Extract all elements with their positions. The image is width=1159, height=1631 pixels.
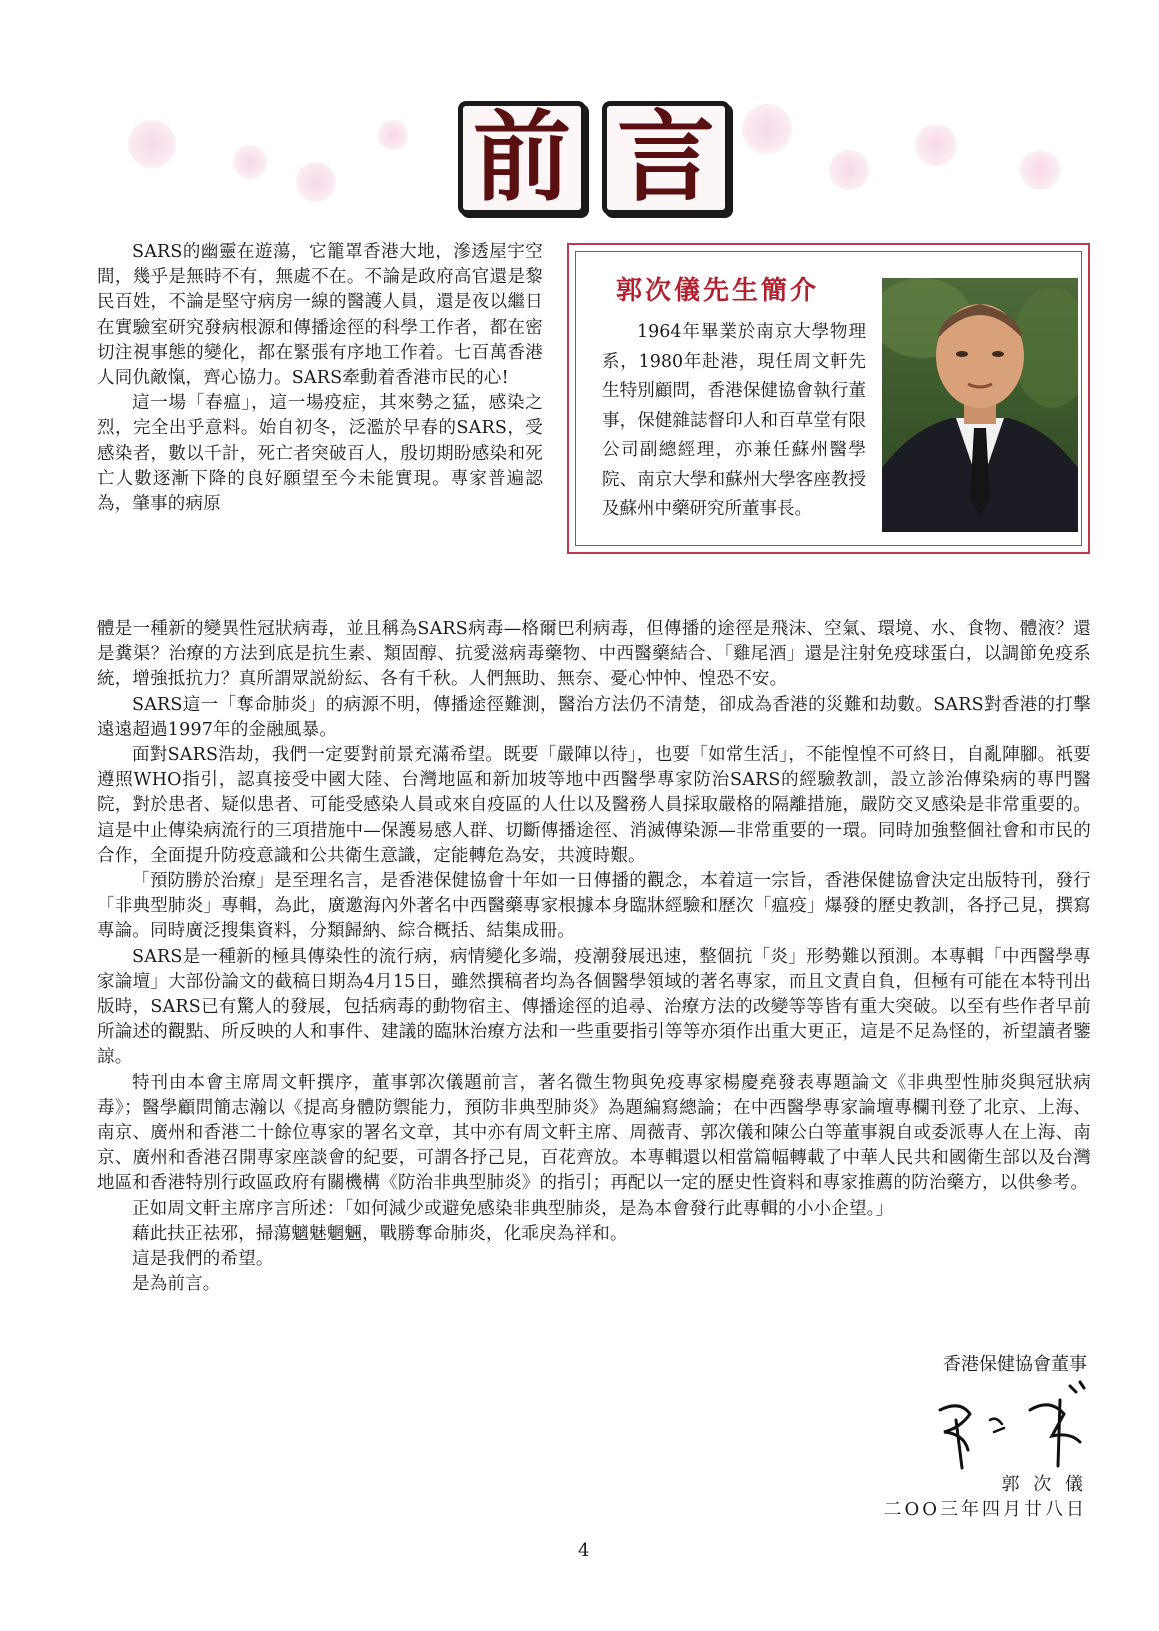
paragraph: 藉此扶正祛邪，掃蕩魑魅魍魎，戰勝奪命肺炎，化乖戾為祥和。 [132,1223,628,1244]
decor-bubble [829,150,869,190]
paragraph: 這是我們的希望。 [132,1249,274,1270]
page-title [458,101,730,215]
bio-text [602,318,866,525]
bio-inner-frame [575,251,1082,546]
signer-organization: 香港保健協會董事 [943,1354,1087,1375]
decor-bubble [742,104,792,154]
decor-bubble [915,124,957,166]
signed-date: 二OO三年四月廿八日 [883,1499,1087,1520]
paragraph: 「預防勝於治療」是至理名言，是香港保健協會十年如一日傳播的觀念，本着這一宗旨，香港保健協會決定出版特刊，發行「非典型肺炎」專輯，為此，廣邀海內外著名中西醫藥專家根據本身臨牀經驗和歷次「瘟疫」爆發的歷史教訓，各抒己見，撰寫專論。同時廣泛搜集資料，分類歸納、綜合概括、結集成冊。 [97,871,1091,942]
decor-bubble [233,145,267,179]
decor-bubble [378,120,408,150]
bio-box [567,243,1090,554]
paragraph: SARS的幽靈在遊蕩，它籠罩香港大地，滲透屋宇空間，幾乎是無時不有，無處不在。不論是政府高官還是黎民百姓，不論是堅守病房一線的醫護人員，還是夜以繼日在實驗室研究發病根源和傳播途徑的科學工作者，都在密切注視事態的變化，都在緊張有序地工作着。七百萬香港人同仇敵愾，齊心協力。SARS牽動着香港市民的心! [97,242,543,389]
decor-bubble [1020,150,1060,190]
paragraph: 正如周文軒主席序言所述：「如何減少或避免感染非典型肺炎，是為本會發行此專輯的小小企望。」 [132,1198,894,1219]
bio-title: 郭次儀先生簡介 [616,276,820,306]
portrait-photo [882,278,1078,532]
main-body-text [97,617,1091,1297]
decor-bubble [128,120,176,168]
paragraph: SARS是一種新的極具傳染性的流行病，病情變化多端，疫潮發展迅速，整個抗「炎」形勢難以預測。本專輯「中西醫學專家論壇」大部份論文的截稿日期為4月15日，雖然撰稿者均為各個醫學領域的著名專家，而且文責自負，但極有可能在本特刊出版時，SARS已有驚人的發展，包括病毒的動物宿主、傳播途徑的追尋、治療方法的改變等等皆有重大突破。以至有些作者早前所論述的觀點、所反映的人和事件、建議的臨牀治療方法和一些重要指引等等亦須作出重大更正，這是不足為怪的，祈望讀者鑒諒。 [97,946,1091,1068]
paragraph: 是為前言。 [132,1274,221,1295]
signer-name: 郭 次 儀 [1001,1474,1087,1495]
title-char-2: 言 [602,101,730,215]
paragraph: SARS這一「奪命肺炎」的病源不明，傳播途徑難測，醫治方法仍不清楚，卻成為香港的災難和劫數。SARS對香港的打擊遠遠超過1997年的金融風暴。 [97,694,1091,740]
intro-left-column [97,240,543,517]
page-number: 4 [578,1540,590,1561]
handwritten-signature [920,1380,1100,1472]
paragraph: 這一場「春瘟」，這一場疫症，其來勢之猛，感染之烈，完全出乎意料。始自初冬，泛濫於早春的SARS，受感染者，數以千計，死亡者突破百人，殷切期盼感染和死亡人數逐漸下降的良好願望至今未能實現。專家普遍認為，肇事的病原 [97,393,543,515]
portrait-illustration [882,278,1078,532]
paragraph: 特刊由本會主席周文軒撰序，董事郭次儀題前言，著名微生物與免疫專家楊慶堯發表專題論文《非典型性肺炎與冠狀病毒》；醫學顧問簡志瀚以《提高身體防禦能力，預防非典型肺炎》為題編寫總論；在中西醫學專家論壇專欄刊登了北京、上海、南京、廣州和香港二十餘位專家的署名文章，其中亦有周文軒主席、周薇青、郭次儀和陳公白等董事親自或委派專人在上海、南京、廣州和香港召開專家座談會的紀要，可謂各抒己見，百花齊放。本專輯還以相當篇幅轉載了中華人民共和國衛生部以及台灣地區和香港特別行政區政府有關機構《防治非典型肺炎》的指引；再配以一定的歷史性資料和專家推薦的防治藥方，以供參考。 [97,1072,1091,1194]
decor-bubble [296,162,336,202]
title-char-1: 前 [458,101,586,215]
paragraph: 體是一種新的變異性冠狀病毒，並且稱為SARS病毒—格爾巴利病毒，但傳播的途徑是飛沫、空氣、環境、水、食物、體液？還是糞渠？治療的方法到底是抗生素、類固醇、抗愛滋病毒藥物、中西醫藥結合、「雞尾酒」還是注射免疫球蛋白，以調節免疫系統，增強抵抗力？真所謂眾説紛紜、各有千秋。人們無助、無奈、憂心忡忡、惶恐不安。 [97,619,1091,690]
bio-paragraph: 1964年畢業於南京大學物理系，1980年赴港，現任周文軒先生特別顧問，香港保健協會執行董事，保健雜誌督印人和百草堂有限公司副總經理，亦兼任蘇州醫學院、南京大學和蘇州大學客座教授及蘇州中藥研究所董事長。 [602,322,866,519]
paragraph: 面對SARS浩劫，我們一定要對前景充滿希望。既要「嚴陣以待」，也要「如常生活」，不能惶惶不可終日，自亂陣腳。祇要遵照WHO指引，認真接受中國大陸、台灣地區和新加坡等地中西醫學專家防治SARS的經驗教訓，設立診治傳染病的專門醫院，對於患者、疑似患者、可能受感染人員或來自疫區的人仕以及醫務人員採取嚴格的隔離措施，嚴防交叉感染是非常重要的。這是中止傳染病流行的三項措施中—保護易感人群、切斷傳播途徑、消滅傳染源—非常重要的一環。同時加強整個社會和市民的合作，全面提升防疫意識和公共衛生意識，定能轉危為安，共渡時艱。 [97,745,1091,866]
